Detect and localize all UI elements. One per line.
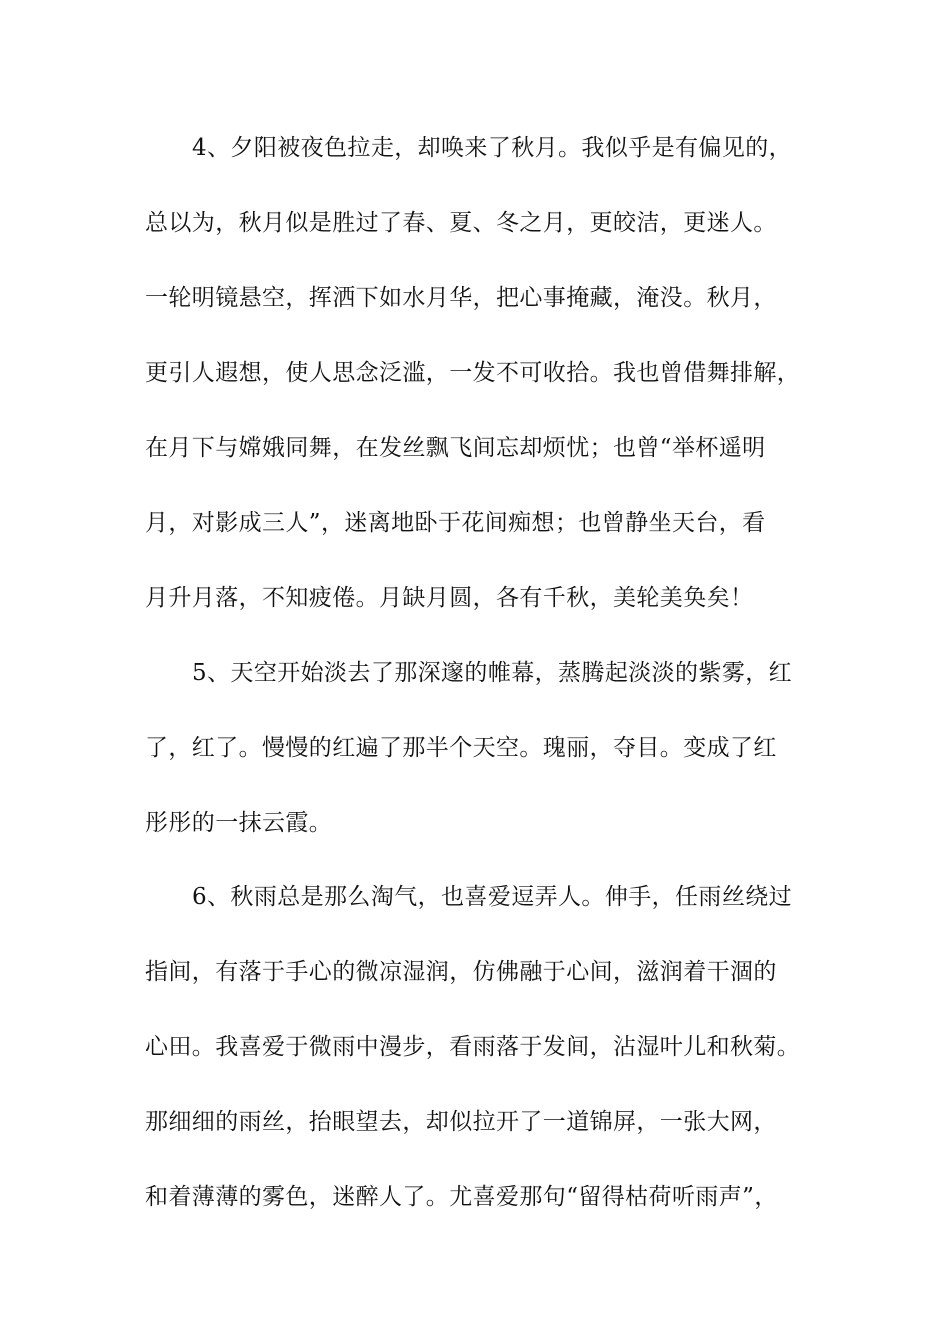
paragraph-6-line-1: 6、秋雨总是那么淘气，也喜爱逗弄人。伸手，任雨丝绕过 [192,884,793,910]
paragraph-4-line-7: 月升月落，不知疲倦。月缺月圆，各有千秋，美轮美奂矣！ [145,585,754,611]
paragraph-4-line-5: 在月下与嫦娥同舞，在发丝飘飞间忘却烦忧；也曾“举杯遥明 [145,435,766,461]
paragraph-6-line-5: 和着薄薄的雾色，迷醉人了。尤喜爱那句“留得枯荷听雨声”， [145,1184,778,1210]
paragraph-4-line-2: 总以为，秋月似是胜过了春、夏、冬之月，更皎洁，更迷人。 [145,210,777,236]
paragraph-4-line-1: 4、夕阳被夜色拉走，却唤来了秋月。我似乎是有偏见的， [192,135,793,161]
paragraph-6-line-2: 指间，有落于手心的微凉湿润，仿佛融于心间，滋润着干涸的 [145,959,777,985]
paragraph-5-line-2: 了，红了。慢慢的红遍了那半个天空。瑰丽，夺目。变成了红 [145,735,777,761]
paragraph-5-line-3: 彤彤的一抹云霞。 [145,810,333,836]
paragraph-5-line-1: 5、天空开始淡去了那深邃的帷幕，蒸腾起淡淡的紫雾，红 [192,660,793,686]
paragraph-6-line-4: 那细细的雨丝，抬眼望去，却似拉开了一道锦屏，一张大网， [145,1109,777,1135]
paragraph-4-line-4: 更引人遐想，使人思念泛滥，一发不可收拾。我也曾借舞排解， [145,360,801,386]
paragraph-4-line-3: 一轮明镜悬空，挥洒下如水月华，把心事掩藏，淹没。秋月， [145,285,777,311]
paragraph-6-line-3: 心田。我喜爱于微雨中漫步，看雨落于发间，沾湿叶儿和秋菊。 [145,1034,801,1060]
paragraph-4-line-6: 月，对影成三人”，迷离地卧于花间痴想；也曾静坐天台，看 [145,510,766,536]
